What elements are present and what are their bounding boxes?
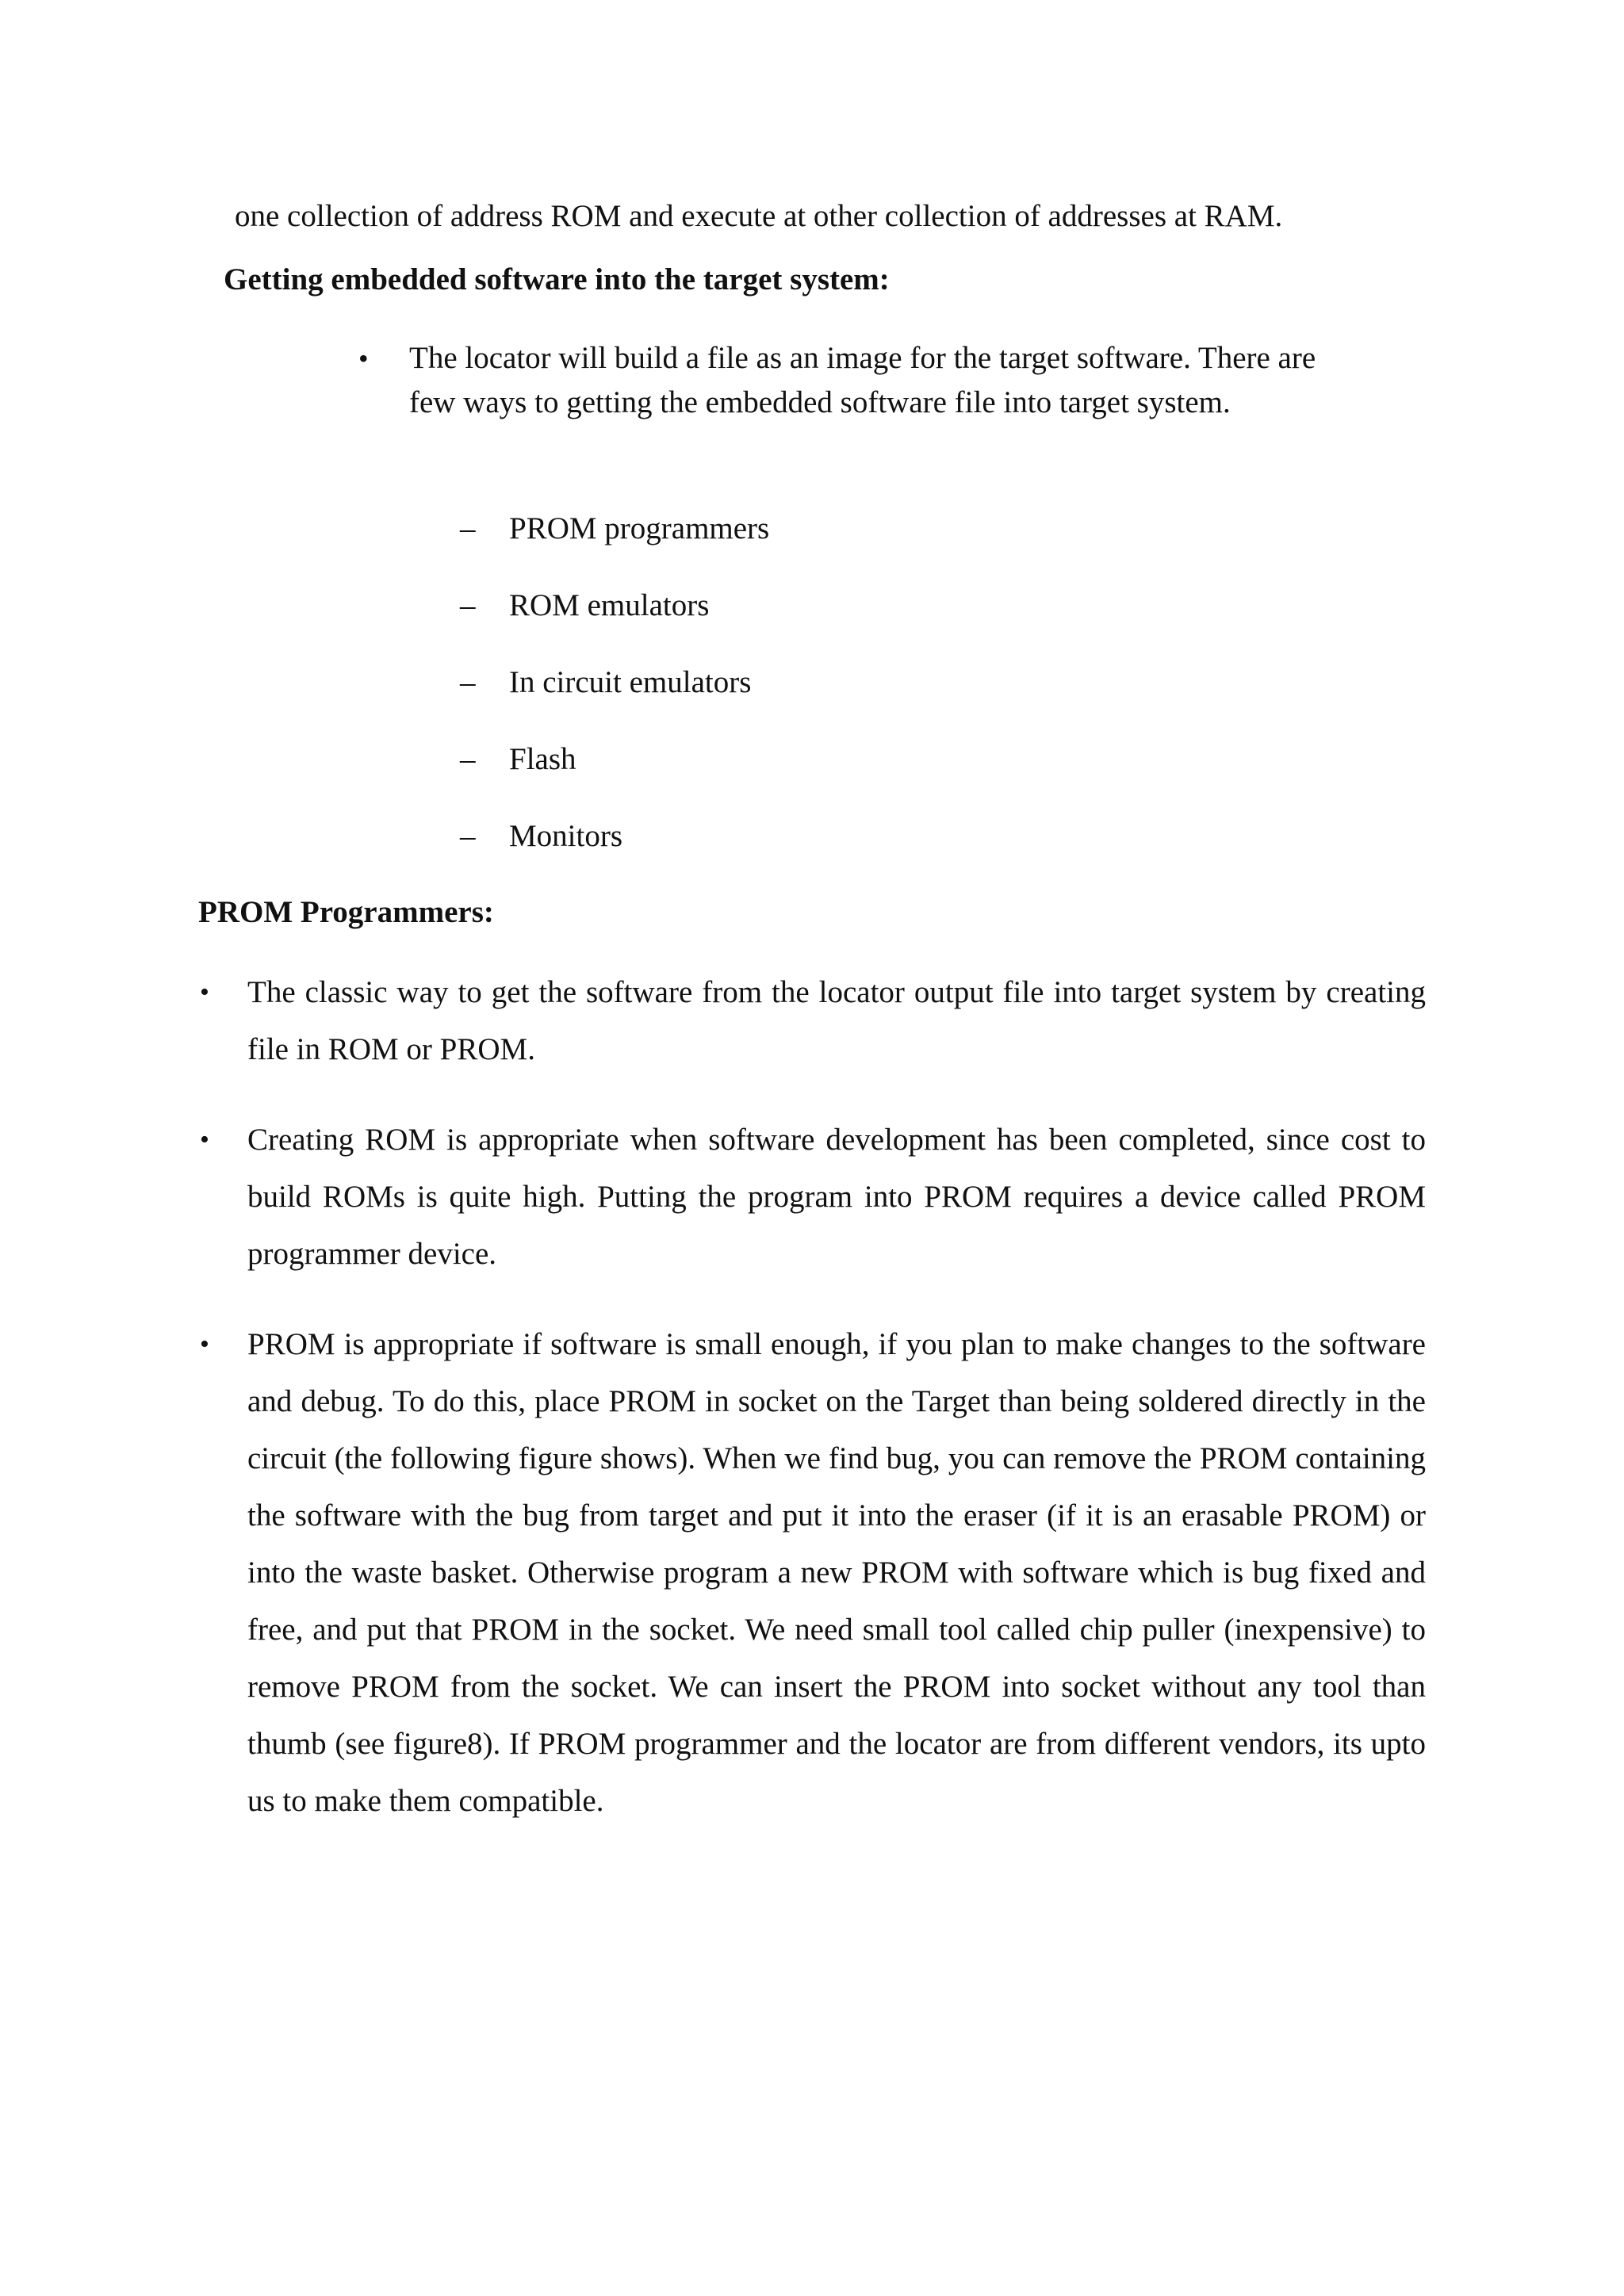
paragraph-text: PROM is appropriate if software is small enough, if you plan to make changes to the software and debug. To do this, place PROM in socket on the Target than being soldered directly in the circuit (the following figure shows). When we find bug, you can remove the PROM containing the software with the bug from target and put it into the eraser (if it is an erasable PROM) or into the waste basket. Otherwise program a new PROM with software which is bug fixed and free, and put that PROM in the socket. We need small tool called chip puller (inexpensive) to remove PROM from the socket. We can insert the PROM into socket without any tool than thumb (see figure8). If PROM programmer and the locator are from different vendors, its upto us to make them compatible. [247,1327,1426,1818]
bullet-icon: • [200,978,209,1007]
bullet-icon: • [200,1330,209,1359]
list-item-label: Flash [509,742,576,776]
paragraph-text: The classic way to get the software from the locator output file into target system by creating file in ROM or PROM. [247,975,1426,1066]
paragraph-prom-appropriate [198,1316,1426,1830]
paragraph-classic-way [198,964,1426,1078]
bullet-icon: • [200,1125,209,1154]
list-item-label: Monitors [509,819,623,853]
section-heading-prom-programmers: PROM Programmers: [198,895,494,929]
dash-icon: – [460,819,476,853]
dash-icon: – [460,665,476,699]
paragraph-text: Creating ROM is appropriate when software development has been completed, since cost to build ROMs is quite high. Putting the program into PROM requires a device called PROM programmer device. [247,1123,1426,1271]
dash-icon: – [460,588,476,622]
prom-paragraphs [198,964,1426,1863]
dash-icon: – [460,511,476,545]
dash-icon: – [460,742,476,776]
list-item-label: In circuit emulators [509,665,752,699]
locator-bullet-text: The locator will build a file as an image for the target software. There are few ways to getting the embedded software file into target system. [409,341,1316,419]
list-item-label: ROM emulators [509,588,710,622]
section-heading-getting-software: Getting embedded software into the target system: [224,262,890,297]
paragraph-creating-rom [198,1112,1426,1283]
list-item-label: PROM programmers [509,511,770,545]
bullet-icon: • [358,342,369,374]
intro-line: one collection of address ROM and execute at other collection of addresses at RAM. [235,199,1283,233]
locator-bullet [358,336,1358,425]
